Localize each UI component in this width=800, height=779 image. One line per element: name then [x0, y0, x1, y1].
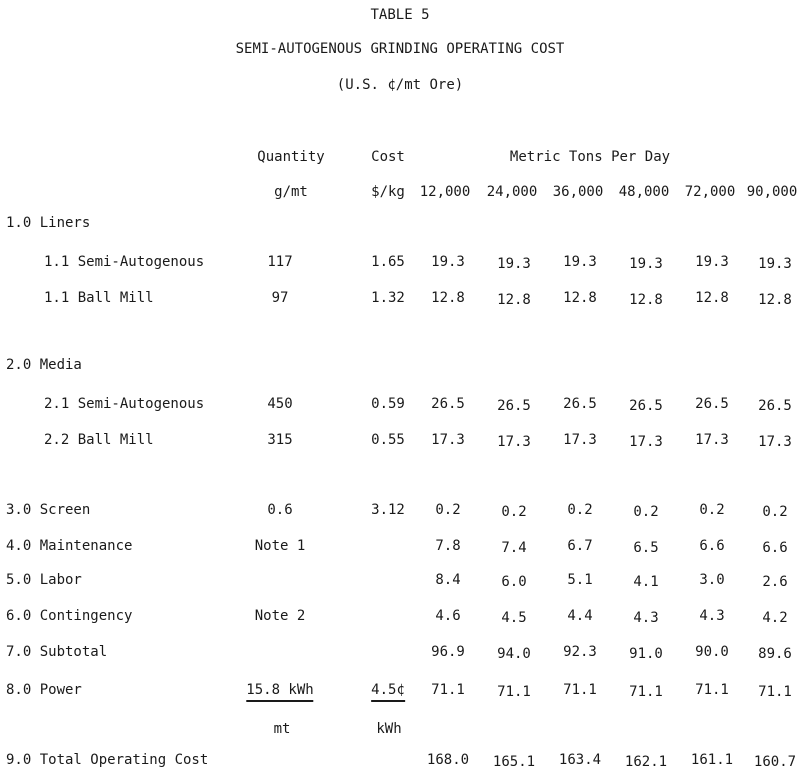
row-value: 0.2 [567, 502, 593, 518]
row-value: 4.3 [633, 610, 659, 626]
row-label: 2.2 Ball Mill [44, 432, 154, 448]
row-value: 90.0 [695, 644, 729, 660]
row-label: 7.0 Subtotal [6, 644, 108, 660]
row-label: 2.1 Semi-Autogenous [44, 396, 205, 412]
row-label: 1.1 Semi-Autogenous [44, 254, 205, 270]
row-value: 2.6 [762, 574, 788, 590]
row-value: 71.1 [497, 684, 531, 700]
header-tpd-2: 24,000 [486, 184, 538, 200]
row-value: 165.1 [492, 754, 536, 770]
header-cost-unit: $/kg [371, 184, 405, 200]
row-cost: 4.5¢ [371, 681, 405, 702]
row-value: 4.4 [567, 608, 593, 624]
row-value: 160.7 [753, 754, 797, 770]
header-tpd-3: 36,000 [552, 184, 604, 200]
row-value: 17.3 [563, 432, 597, 448]
row-value: 19.3 [563, 254, 597, 270]
row-label: 8.0 Power [6, 682, 82, 698]
header-tpd-1: 12,000 [419, 184, 471, 200]
row-quantity: 15.8 kWh [246, 681, 313, 702]
row-value: 92.3 [563, 644, 597, 660]
row-value: 6.6 [762, 540, 788, 556]
row-value: 0.2 [762, 504, 788, 520]
row-value: 4.1 [633, 574, 659, 590]
row-value: 19.3 [629, 256, 663, 272]
row-value: 4.3 [699, 608, 725, 624]
row-value: 26.5 [563, 396, 597, 412]
row-value: 6.6 [699, 538, 725, 554]
row-value: 4.5 [501, 610, 527, 626]
row-quantity: 97 [271, 290, 289, 306]
row-value: 8.4 [435, 572, 461, 588]
row-value: 6.0 [501, 574, 527, 590]
row-value: 4.2 [762, 610, 788, 626]
row-value: 12.8 [431, 290, 465, 306]
row-quantity: 117 [267, 254, 293, 270]
row-value: 6.5 [633, 540, 659, 556]
table-title: SEMI-AUTOGENOUS GRINDING OPERATING COST [235, 41, 565, 57]
row-value: 12.8 [695, 290, 729, 306]
header-tpd-5: 72,000 [684, 184, 736, 200]
row-cost: 1.65 [371, 254, 405, 270]
power-cost-denominator: kWh [376, 721, 402, 737]
header-quantity-unit: g/mt [274, 184, 308, 200]
row-cost: 3.12 [371, 502, 405, 518]
row-value: 5.1 [567, 572, 593, 588]
row-value: 3.0 [699, 572, 725, 588]
row-value: 96.9 [431, 644, 465, 660]
row-value: 19.3 [431, 254, 465, 270]
row-label: 6.0 Contingency [6, 608, 133, 624]
row-value: 7.8 [435, 538, 461, 554]
section-liners: 1.0 Liners [6, 215, 91, 231]
row-value: 17.3 [497, 434, 531, 450]
row-value: 94.0 [497, 646, 531, 662]
row-value: 12.8 [563, 290, 597, 306]
row-value: 163.4 [558, 752, 602, 768]
header-tpd-4: 48,000 [618, 184, 670, 200]
row-quantity: 0.6 [267, 502, 293, 518]
row-value: 0.2 [501, 504, 527, 520]
row-value: 4.6 [435, 608, 461, 624]
row-value: 161.1 [690, 752, 734, 768]
row-value: 0.2 [699, 502, 725, 518]
row-value: 12.8 [497, 292, 531, 308]
row-value: 71.1 [758, 684, 792, 700]
header-quantity: Quantity [257, 149, 325, 165]
row-cost: 0.55 [371, 432, 405, 448]
row-value: 71.1 [563, 682, 597, 698]
row-value: 71.1 [695, 682, 729, 698]
row-value: 12.8 [629, 292, 663, 308]
header-tpd-6: 90,000 [746, 184, 798, 200]
row-value: 17.3 [629, 434, 663, 450]
row-value: 89.6 [758, 646, 792, 662]
row-value: 17.3 [431, 432, 465, 448]
row-label: 1.1 Ball Mill [44, 290, 154, 306]
row-value: 19.3 [695, 254, 729, 270]
row-value: 71.1 [431, 682, 465, 698]
row-label: 4.0 Maintenance [6, 538, 133, 554]
row-quantity: Note 1 [254, 538, 306, 554]
row-value: 17.3 [695, 432, 729, 448]
row-value: 162.1 [624, 754, 668, 770]
row-value: 71.1 [629, 684, 663, 700]
row-value: 0.2 [435, 502, 461, 518]
header-cost: Cost [371, 149, 405, 165]
row-cost: 0.59 [371, 396, 405, 412]
row-value: 91.0 [629, 646, 663, 662]
row-quantity: 450 [267, 396, 293, 412]
row-value: 19.3 [758, 256, 792, 272]
table-number: TABLE 5 [370, 7, 430, 23]
power-qty-denominator: mt [273, 721, 291, 737]
row-label: 3.0 Screen [6, 502, 91, 518]
row-value: 26.5 [497, 398, 531, 414]
row-value: 0.2 [633, 504, 659, 520]
row-quantity: Note 2 [254, 608, 306, 624]
row-cost: 1.32 [371, 290, 405, 306]
row-value: 26.5 [431, 396, 465, 412]
row-label: 9.0 Total Operating Cost [6, 752, 209, 768]
row-value: 19.3 [497, 256, 531, 272]
section-media: 2.0 Media [6, 357, 82, 373]
row-value: 26.5 [629, 398, 663, 414]
row-value: 7.4 [501, 540, 527, 556]
row-value: 168.0 [426, 752, 470, 768]
row-quantity: 315 [267, 432, 293, 448]
row-value: 6.7 [567, 538, 593, 554]
row-label: 5.0 Labor [6, 572, 82, 588]
header-tpd-group: Metric Tons Per Day [509, 149, 671, 165]
row-value: 12.8 [758, 292, 792, 308]
row-value: 17.3 [758, 434, 792, 450]
row-value: 26.5 [695, 396, 729, 412]
table-units: (U.S. ¢/mt Ore) [336, 77, 464, 93]
row-value: 26.5 [758, 398, 792, 414]
